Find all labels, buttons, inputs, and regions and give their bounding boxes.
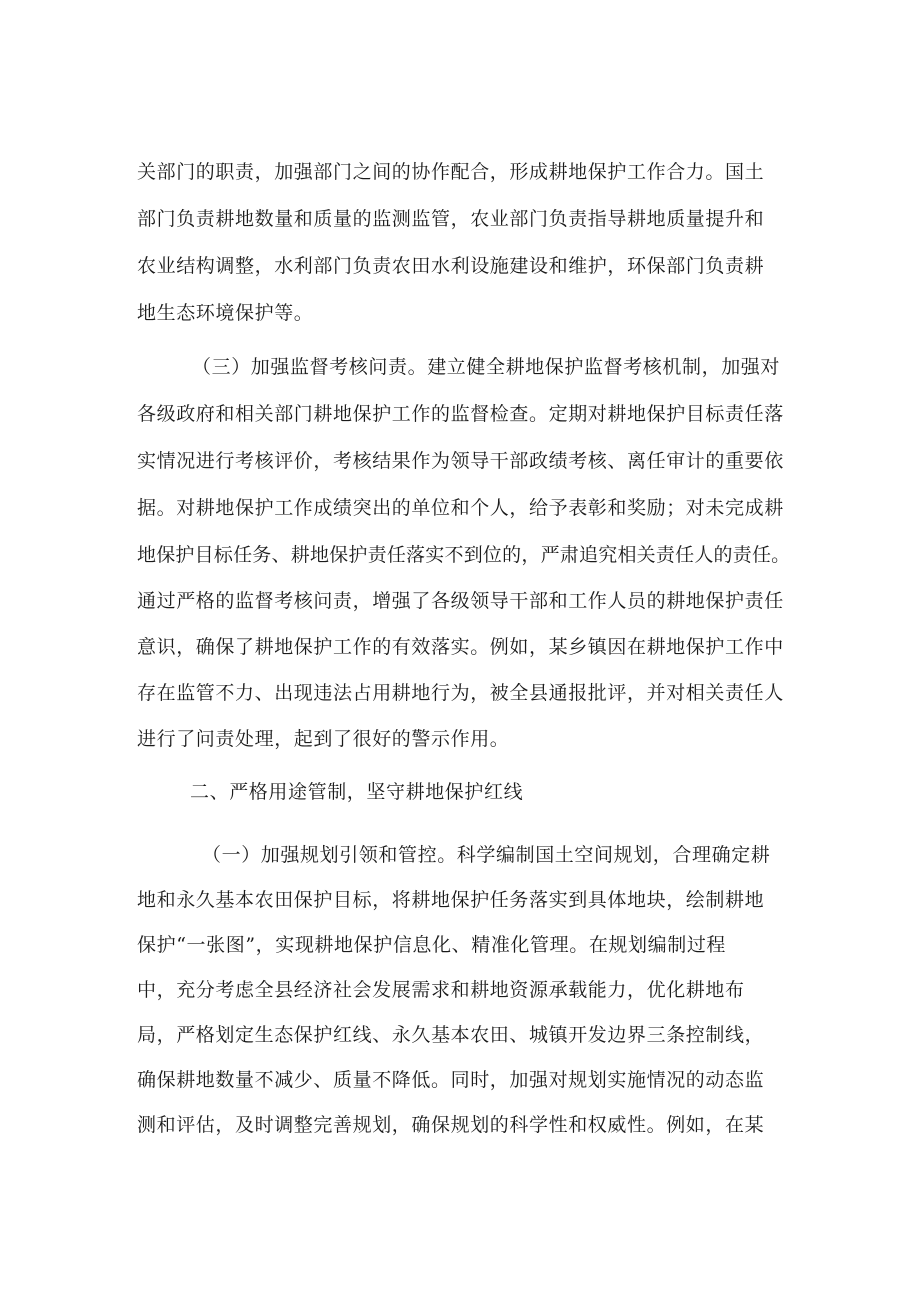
text-line: 据。对耕地保护工作成绩突出的单位和个人，给予表彰和奖励；对未完成耕: [137, 497, 784, 519]
text-line: 地和永久基本农田保护目标，将耕地保护任务落实到具体地块，绘制耕地: [137, 889, 765, 911]
chapter-heading: 二、严格用途管制，坚守耕地保护红线: [190, 781, 524, 803]
text-line: 测和评估，及时调整完善规划，确保规划的科学性和权威性。例如，在某: [137, 1114, 765, 1136]
text-line: 地保护目标任务、耕地保护责任落实不到位的，严肃追究相关责任人的责任。: [137, 544, 791, 566]
section-heading: （一）加强规划引领和管控。科学编制国土空间规划，合理确定耕: [202, 844, 771, 866]
text-line: 中，充分考虑全县经济社会发展需求和耕地资源承载能力，优化耕地布: [137, 979, 745, 1001]
text-line: 农业结构调整，水利部门负责农田水利设施建设和维护，环保部门负责耕: [137, 255, 765, 277]
text-line: 实情况进行考核评价，考核结果作为领导干部政绩考核、离任审计的重要依: [137, 450, 784, 472]
text-line: 保护“一张图”，实现耕地保护信息化、精准化管理。在规划编制过程: [137, 934, 727, 956]
text-line: 确保耕地数量不减少、质量不降低。同时，加强对规划实施情况的动态监: [137, 1069, 765, 1091]
text-line: 意识，确保了耕地保护工作的有效落实。例如，某乡镇因在耕地保护工作中: [137, 636, 784, 658]
text-line: 地生态环境保护等。: [137, 302, 314, 324]
text-line: 存在监管不力、出现违法占用耕地行为，被全县通报批评，并对相关责任人: [137, 682, 784, 704]
text-line: 进行了问责处理，起到了很好的警示作用。: [137, 728, 510, 750]
section-heading: （三）加强监督考核问责。建立健全耕地保护监督考核机制，加强对: [192, 356, 781, 378]
text-line: 各级政府和相关部门耕地保护工作的监督检查。定期对耕地保护目标责任落: [137, 403, 784, 425]
text-line: 局，严格划定生态保护红线、永久基本农田、城镇开发边界三条控制线，: [137, 1024, 765, 1046]
text-line: 关部门的职责，加强部门之间的协作配合，形成耕地保护工作合力。国土: [137, 161, 765, 183]
text-line: 部门负责耕地数量和质量的监测监管，农业部门负责指导耕地质量提升和: [137, 208, 765, 230]
text-line: 通过严格的监督考核问责，增强了各级领导干部和工作人员的耕地保护责任: [137, 590, 784, 612]
